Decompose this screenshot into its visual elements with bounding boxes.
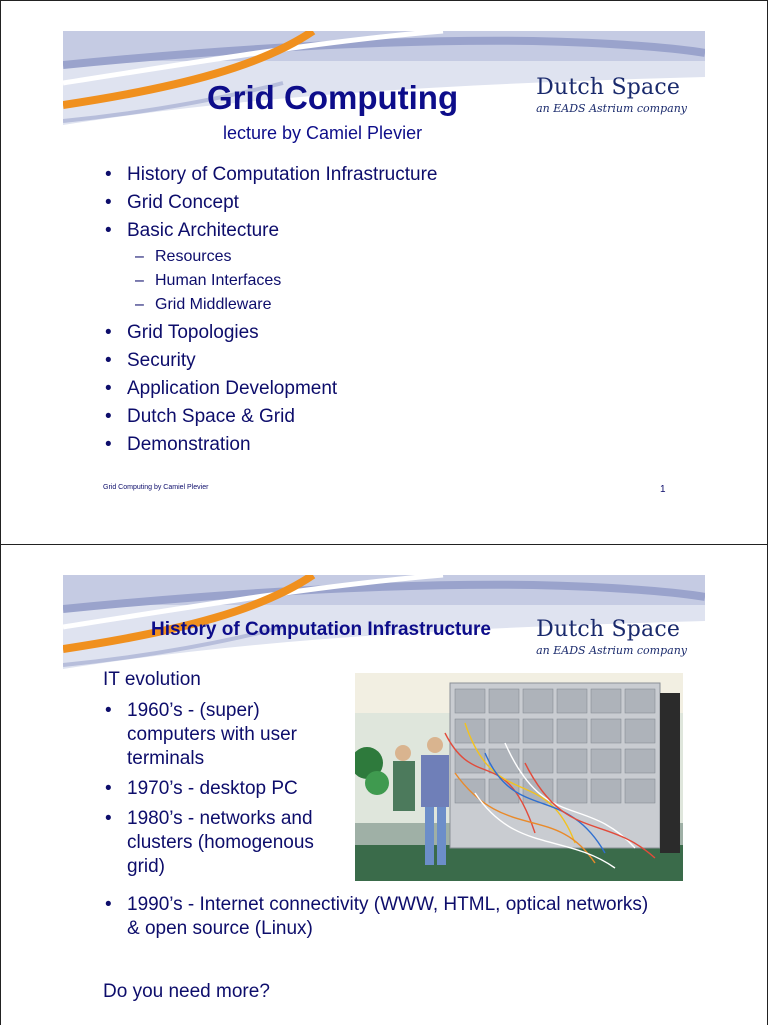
agenda-list <box>103 163 437 461</box>
agenda-sublist <box>127 245 437 317</box>
server-cluster-photo <box>355 673 683 881</box>
logo-tagline: an EADS Astrium company <box>536 102 687 115</box>
evolution-list-continued <box>103 893 663 945</box>
logo-brand-name: Dutch Space <box>536 75 681 100</box>
agenda-item: • Grid Concept <box>103 191 437 215</box>
agenda-item: • Demonstration <box>103 433 437 457</box>
closing-question: Do you need more? <box>103 981 270 1002</box>
agenda-sub-item: – Grid Middleware <box>127 293 437 317</box>
slide-subtitle: lecture by Camiel Plevier <box>223 123 423 143</box>
slide-2 <box>0 544 768 1025</box>
evolution-item: • 1990’s - Internet connectivity (WWW, HTML, optical networks) & open source (Linux) <box>103 893 663 941</box>
agenda-item-label: Basic Architecture <box>127 220 280 241</box>
evolution-item: • 1960’s - (super) computers with user terminals <box>103 699 333 771</box>
dutch-space-logo <box>536 617 687 657</box>
agenda-sub-item: – Resources <box>127 245 437 269</box>
agenda-item: • History of Computation Infrastructure <box>103 163 437 187</box>
slide-title: History of Computation Infrastructure <box>151 619 491 640</box>
evolution-list <box>103 699 333 883</box>
agenda-item-with-sublist <box>103 219 437 317</box>
evolution-item: • 1970’s - desktop PC <box>103 777 333 801</box>
slide-title: Grid Computing <box>207 79 459 116</box>
agenda-item: • Grid Topologies <box>103 321 437 345</box>
page-number: 1 <box>660 484 666 495</box>
evolution-item: • 1980’s - networks and clusters (homogenous grid) <box>103 807 333 879</box>
agenda-item: • Dutch Space & Grid <box>103 405 437 429</box>
dutch-space-logo <box>536 75 687 115</box>
slide-footer: Grid Computing by Camiel Plevier <box>103 484 209 491</box>
agenda-item: • Security <box>103 349 437 373</box>
agenda-sub-item: – Human Interfaces <box>127 269 437 293</box>
server-rack-photo-illustration <box>355 673 683 881</box>
logo-tagline: an EADS Astrium company <box>536 644 687 657</box>
agenda-item: • Application Development <box>103 377 437 401</box>
section-intro: IT evolution <box>103 669 201 690</box>
logo-brand-name: Dutch Space <box>536 617 681 642</box>
